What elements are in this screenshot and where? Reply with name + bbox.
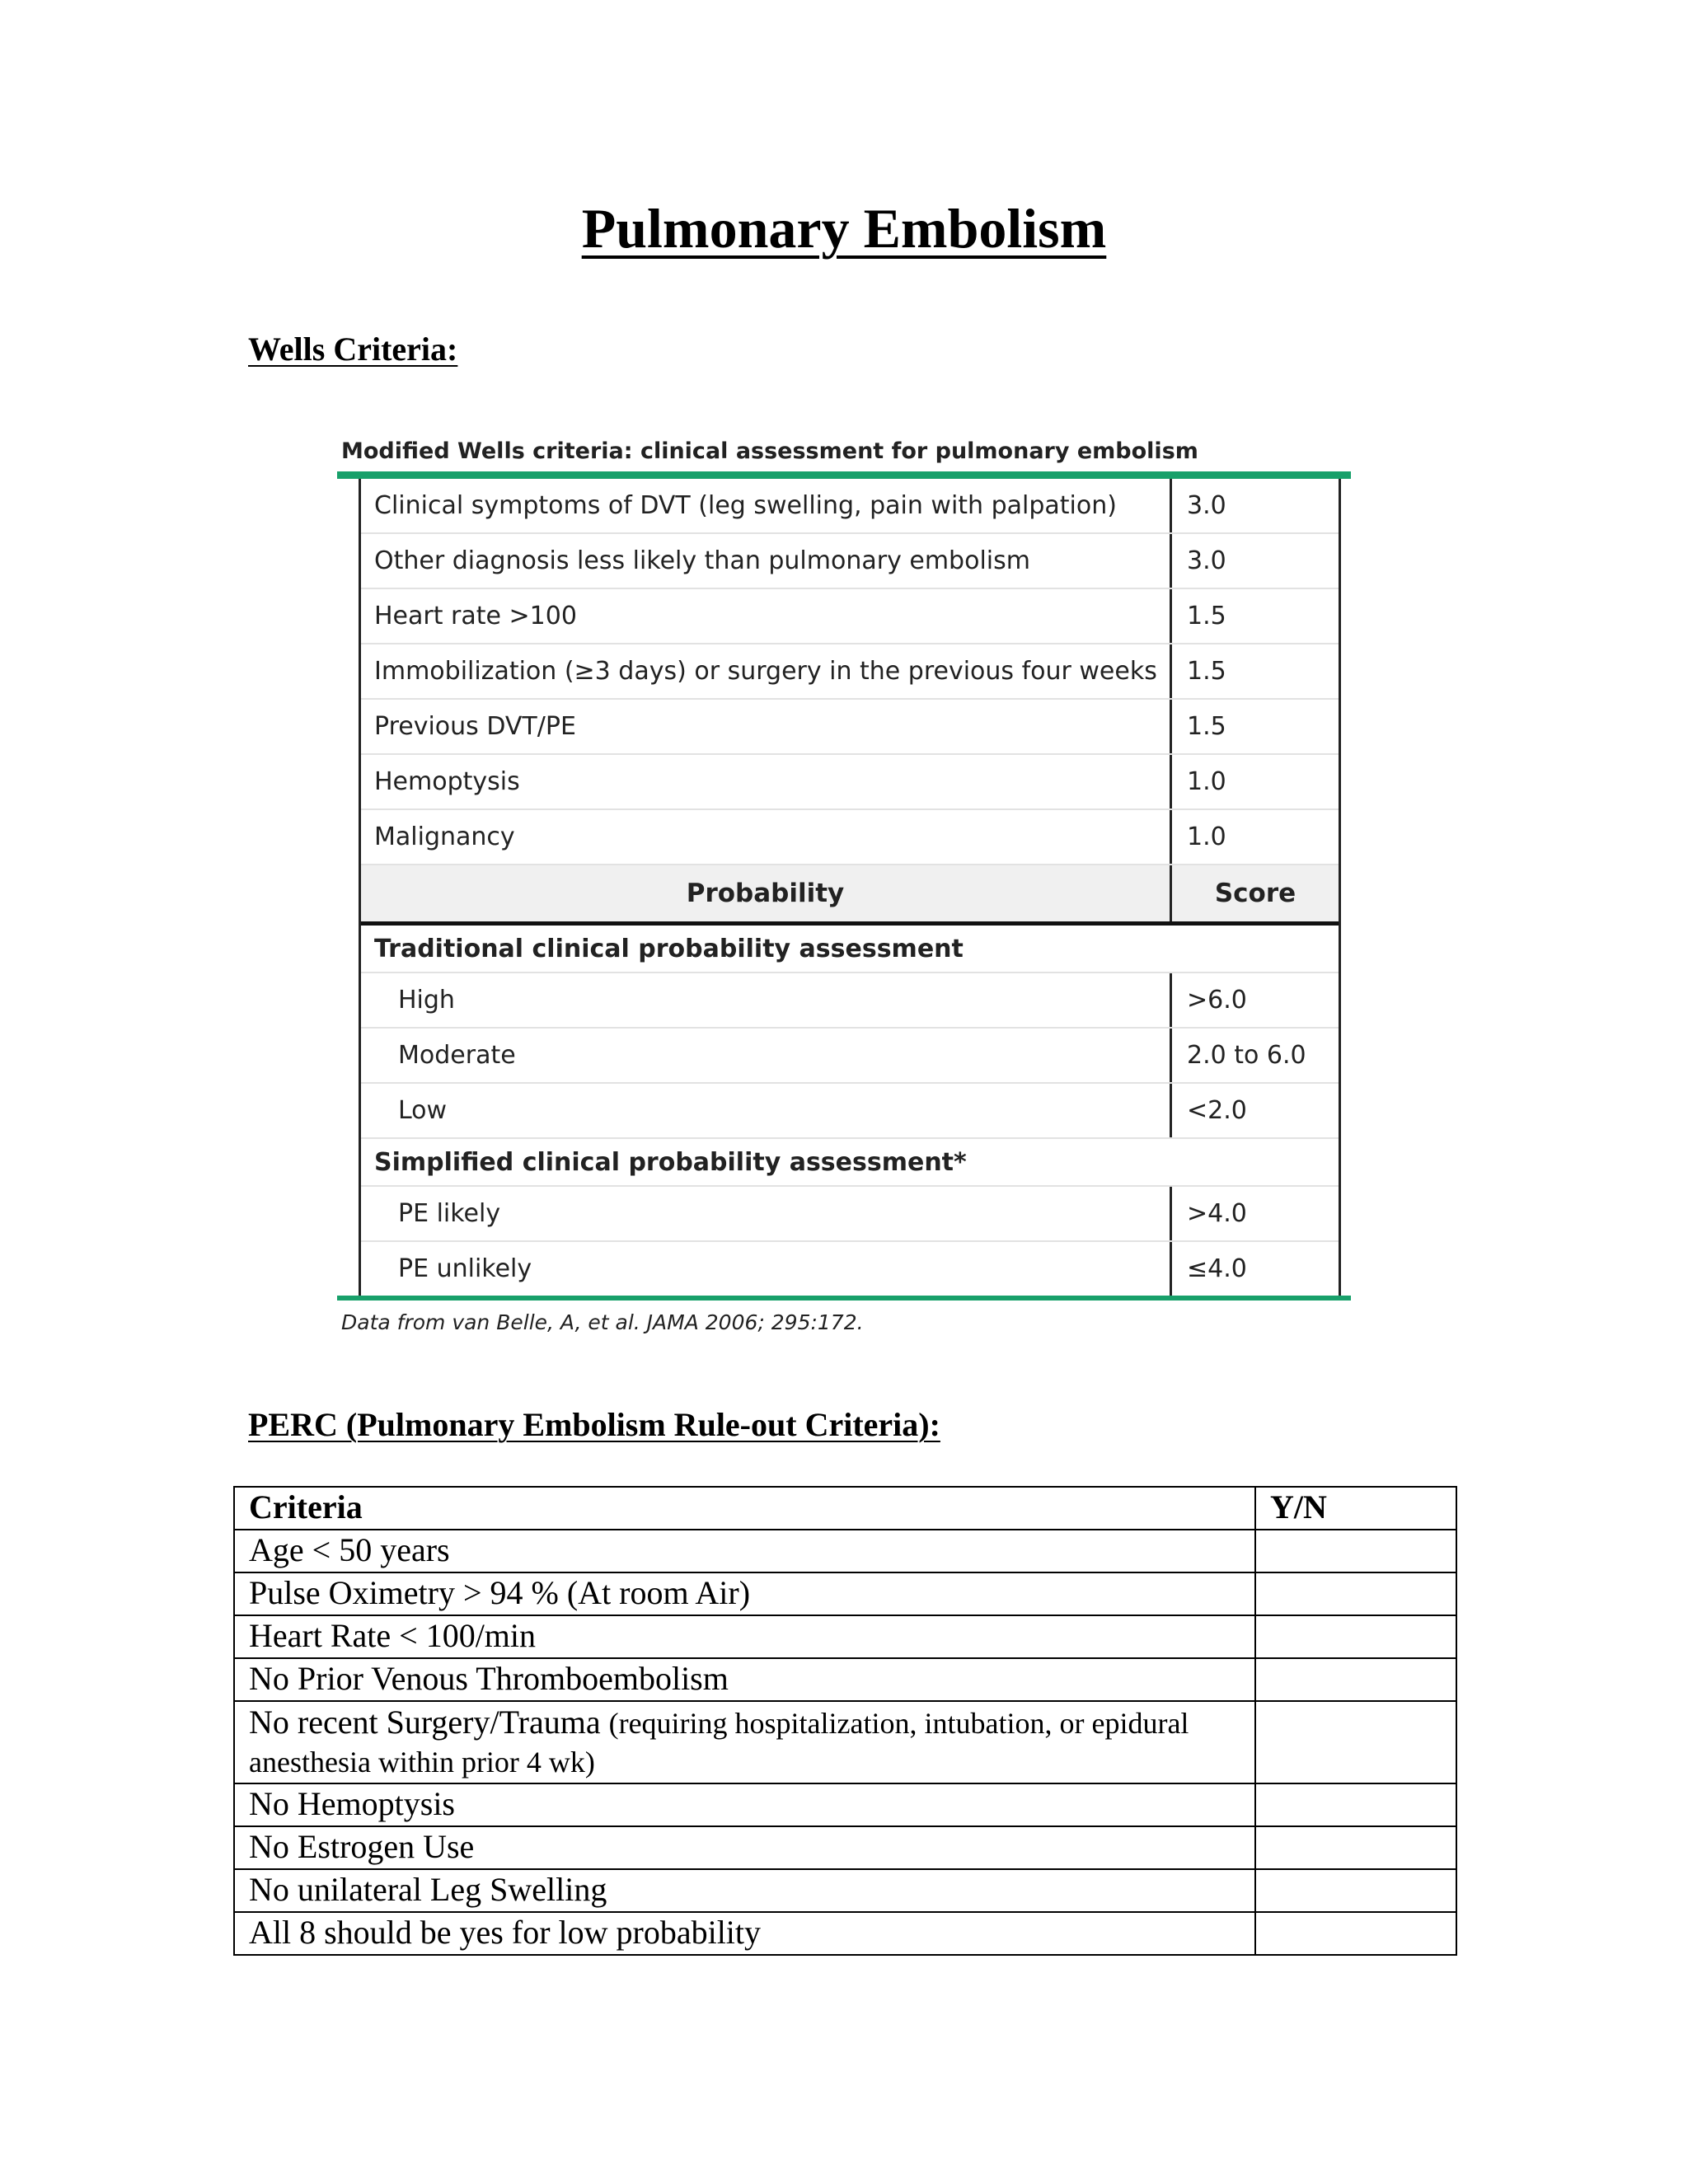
criteria-column-header: Criteria: [234, 1487, 1255, 1530]
perc-criterion: No Prior Venous Thromboembolism: [234, 1658, 1255, 1701]
perc-yn-cell[interactable]: [1255, 1615, 1456, 1658]
perc-criterion: Heart Rate < 100/min: [234, 1615, 1255, 1658]
perc-criterion: No Hemoptysis: [234, 1783, 1255, 1826]
probability-label: PE likely: [361, 1187, 1172, 1240]
perc-criterion-surgery: [234, 1701, 1255, 1783]
probability-row: [361, 1084, 1339, 1139]
wells-bottom-rule: [337, 1296, 1351, 1301]
probability-row: [361, 973, 1339, 1029]
wells-caption: Modified Wells criteria: clinical assessment for pulmonary embolism: [341, 438, 1198, 464]
criterion-label: Other diagnosis less likely than pulmonary embolism: [361, 534, 1172, 588]
perc-row: [234, 1615, 1456, 1658]
wells-figure: [337, 435, 1351, 1334]
simplified-assessment-title: Simplified clinical probability assessment*: [361, 1139, 1339, 1187]
probability-row: [361, 1187, 1339, 1242]
wells-source-note: Data from van Belle, A, et al. JAMA 2006; 295:172.: [341, 1310, 864, 1334]
criterion-label: Heart rate >100: [361, 589, 1172, 643]
perc-yn-cell[interactable]: [1255, 1530, 1456, 1572]
criterion-label: Previous DVT/PE: [361, 700, 1172, 753]
perc-criterion-note: (requiring hospitalization, intubation, or epidural anesthesia within prior 4 wk): [249, 1707, 1189, 1779]
wells-criterion-row: [361, 644, 1339, 700]
probability-score: >6.0: [1187, 986, 1247, 1015]
perc-yn-cell[interactable]: [1255, 1783, 1456, 1826]
perc-yn-cell[interactable]: [1255, 1869, 1456, 1912]
wells-criterion-row: [361, 755, 1339, 810]
perc-row: [234, 1826, 1456, 1869]
perc-row: [234, 1869, 1456, 1912]
wells-top-rule: [337, 471, 1351, 479]
probability-score: 2.0 to 6.0: [1187, 1041, 1306, 1070]
perc-criterion: No unilateral Leg Swelling: [234, 1869, 1255, 1912]
score-header: Score: [1214, 879, 1296, 908]
criterion-score: 1.5: [1187, 657, 1226, 686]
criterion-score: 1.5: [1187, 602, 1226, 630]
probability-score: <2.0: [1187, 1096, 1247, 1125]
criterion-label: Immobilization (≥3 days) or surgery in the previous four weeks: [361, 644, 1172, 698]
probability-row: [361, 1029, 1339, 1084]
probability-label: High: [361, 973, 1172, 1027]
probability-label: PE unlikely: [361, 1242, 1172, 1296]
perc-row: [234, 1530, 1456, 1572]
perc-yn-cell[interactable]: [1255, 1701, 1456, 1783]
probability-label: Low: [361, 1084, 1172, 1137]
wells-criterion-row: [361, 810, 1339, 865]
perc-row: [234, 1658, 1456, 1701]
perc-row: [234, 1572, 1456, 1615]
probability-score: ≤4.0: [1187, 1254, 1247, 1283]
criterion-label: Malignancy: [361, 810, 1172, 864]
page-title: Pulmonary Embolism: [581, 197, 1107, 260]
criterion-score: 3.0: [1187, 491, 1226, 520]
wells-criterion-row: [361, 479, 1339, 534]
criterion-score: 3.0: [1187, 546, 1226, 575]
yn-column-header: Y/N: [1255, 1487, 1456, 1530]
probability-label: Moderate: [361, 1029, 1172, 1082]
wells-heading: Wells Criteria:: [248, 330, 458, 368]
probability-header-row: [361, 865, 1339, 926]
criterion-score: 1.5: [1187, 712, 1226, 741]
wells-criterion-row: [361, 534, 1339, 589]
perc-table: [233, 1486, 1457, 1956]
perc-yn-cell[interactable]: [1255, 1658, 1456, 1701]
perc-yn-cell[interactable]: [1255, 1826, 1456, 1869]
criterion-score: 1.0: [1187, 767, 1226, 796]
criterion-score: 1.0: [1187, 823, 1226, 851]
perc-criterion: Age < 50 years: [234, 1530, 1255, 1572]
criterion-label: Clinical symptoms of DVT (leg swelling, pain with palpation): [361, 479, 1172, 532]
probability-score: >4.0: [1187, 1199, 1247, 1228]
perc-header-row: [234, 1487, 1456, 1530]
perc-criterion: All 8 should be yes for low probability: [234, 1912, 1255, 1955]
perc-criterion: Pulse Oximetry > 94 % (At room Air): [234, 1572, 1255, 1615]
perc-heading: PERC (Pulmonary Embolism Rule-out Criteria):: [248, 1406, 940, 1443]
perc-criterion: No Estrogen Use: [234, 1826, 1255, 1869]
wells-criterion-row: [361, 589, 1339, 644]
perc-row: [234, 1912, 1456, 1955]
perc-yn-cell[interactable]: [1255, 1572, 1456, 1615]
perc-yn-cell[interactable]: [1255, 1912, 1456, 1955]
wells-criterion-row: [361, 700, 1339, 755]
probability-header: Probability: [361, 865, 1172, 921]
probability-row: [361, 1242, 1339, 1296]
perc-row: [234, 1783, 1456, 1826]
traditional-assessment-title: Traditional clinical probability assessment: [361, 926, 1339, 973]
perc-row: [234, 1701, 1456, 1783]
criterion-label: Hemoptysis: [361, 755, 1172, 808]
wells-table: [359, 479, 1341, 1296]
perc-criterion: No recent Surgery/Trauma: [249, 1704, 601, 1741]
